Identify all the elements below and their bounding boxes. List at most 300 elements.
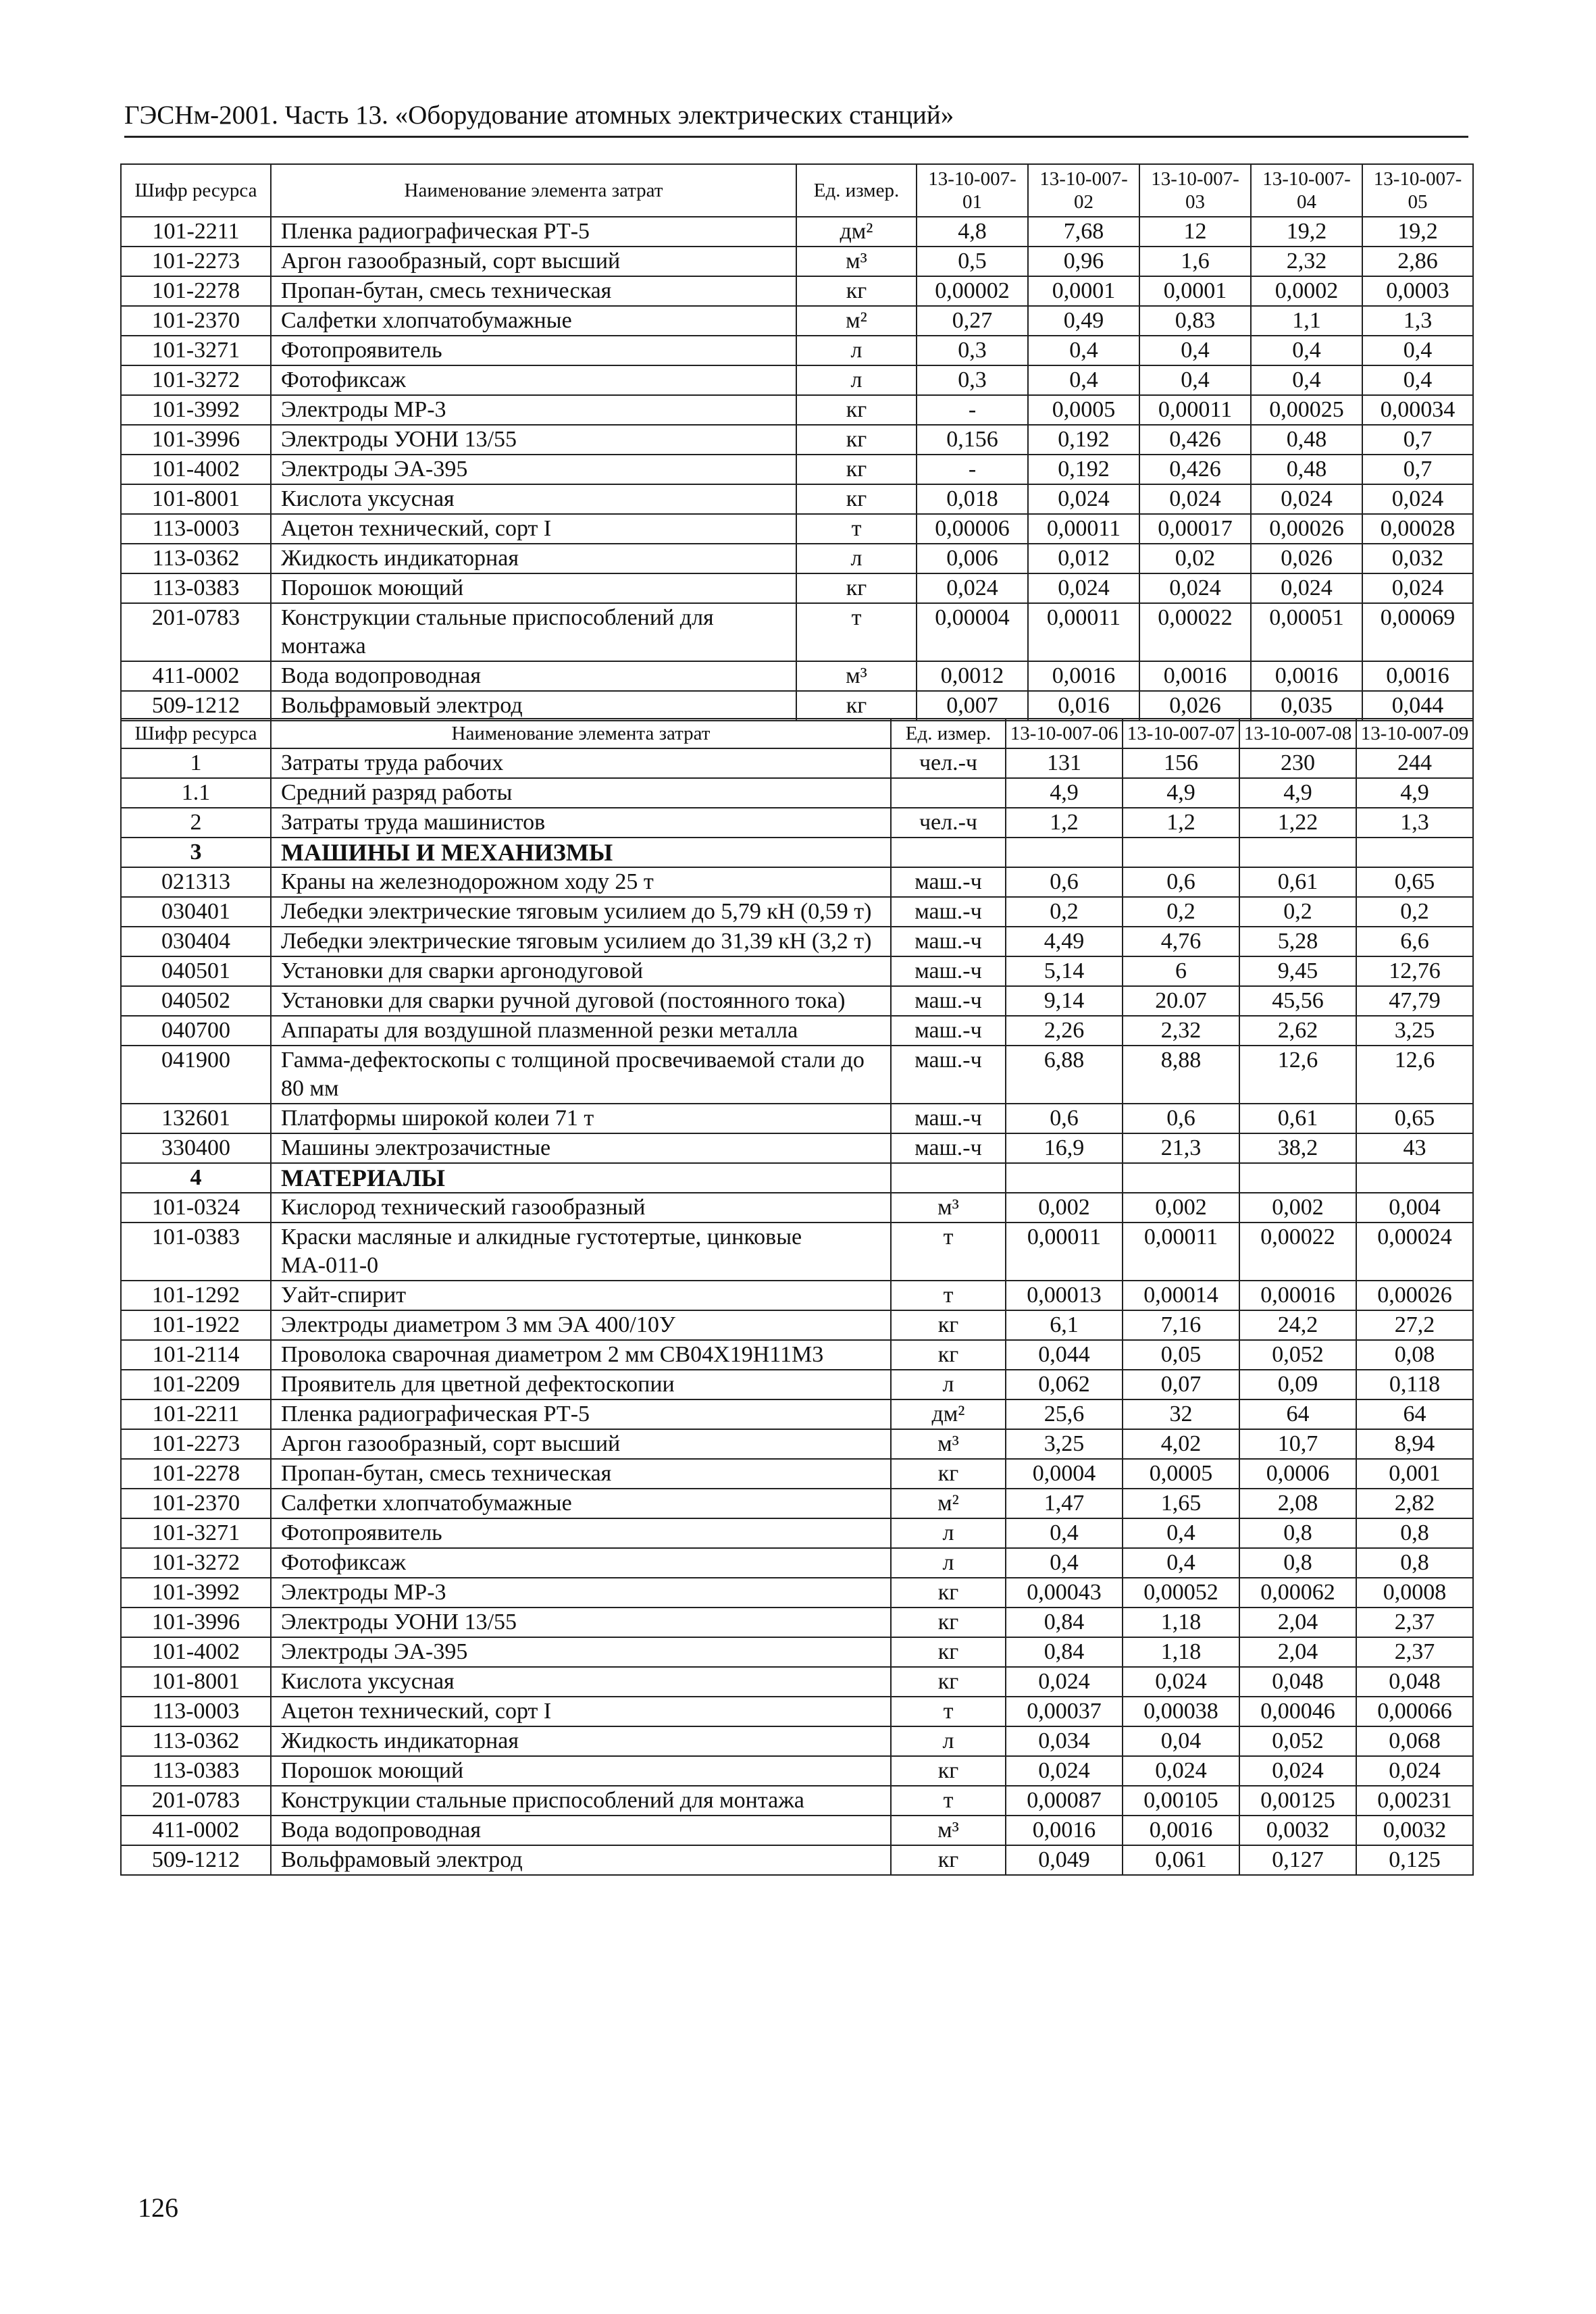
resource-value: 0,062 bbox=[1006, 1370, 1123, 1399]
resource-value: 0,04 bbox=[1123, 1726, 1239, 1756]
resource-value: 5,28 bbox=[1239, 927, 1356, 956]
resource-value: 0,3 bbox=[917, 365, 1028, 395]
table-row bbox=[121, 661, 1473, 691]
table-row bbox=[121, 1608, 1473, 1637]
resource-value: 2,82 bbox=[1356, 1489, 1473, 1518]
resource-name: Аргон газообразный, сорт высший bbox=[271, 1429, 891, 1459]
resource-value: 1,3 bbox=[1356, 808, 1473, 838]
resource-value: 0,00011 bbox=[1139, 395, 1251, 425]
resource-value: 0,00105 bbox=[1123, 1786, 1239, 1816]
header-col: 13-10-007-02 bbox=[1028, 164, 1139, 217]
resource-name: Вода водопроводная bbox=[271, 661, 796, 691]
resource-value bbox=[1123, 1163, 1239, 1193]
resource-value: 0,00004 bbox=[917, 603, 1028, 661]
table-row bbox=[121, 897, 1473, 927]
resource-value bbox=[1356, 838, 1473, 867]
resource-value: 2,62 bbox=[1239, 1016, 1356, 1046]
resource-code: 101-0324 bbox=[121, 1193, 271, 1223]
resource-value: 0,044 bbox=[1362, 691, 1473, 721]
resource-value: 0,00037 bbox=[1006, 1697, 1123, 1726]
resource-value: 0,00022 bbox=[1139, 603, 1251, 661]
header-code: Шифр ресурса bbox=[121, 719, 271, 748]
header-col: 13-10-007-09 bbox=[1356, 719, 1473, 748]
resource-value: 0,024 bbox=[1362, 573, 1473, 603]
resource-code: 113-0362 bbox=[121, 1726, 271, 1756]
resource-value: 5,14 bbox=[1006, 956, 1123, 986]
resource-value: 0,4 bbox=[1362, 336, 1473, 365]
header-col: 13-10-007-06 bbox=[1006, 719, 1123, 748]
resource-unit: кг bbox=[891, 1578, 1006, 1608]
table-row bbox=[121, 1193, 1473, 1223]
table-row bbox=[121, 1281, 1473, 1310]
resource-value: 0,48 bbox=[1251, 455, 1362, 484]
resource-name: Аргон газообразный, сорт высший bbox=[271, 247, 796, 276]
resource-value: 0,00014 bbox=[1123, 1281, 1239, 1310]
resource-value: 0,024 bbox=[1239, 1756, 1356, 1786]
resource-unit: чел.-ч bbox=[891, 748, 1006, 778]
resource-value: 0,001 bbox=[1356, 1459, 1473, 1489]
resource-name: Электроды МР-3 bbox=[271, 395, 796, 425]
resource-name: Кислота уксусная bbox=[271, 1667, 891, 1697]
resource-unit: кг bbox=[891, 1667, 1006, 1697]
resource-unit: маш.-ч bbox=[891, 927, 1006, 956]
resource-value: 0,84 bbox=[1006, 1637, 1123, 1667]
resource-unit bbox=[891, 778, 1006, 808]
resource-name: Краны на железнодорожном ходу 25 т bbox=[271, 867, 891, 897]
resource-value: 0,0016 bbox=[1139, 661, 1251, 691]
table-row bbox=[121, 395, 1473, 425]
resource-value: 1,2 bbox=[1123, 808, 1239, 838]
resource-value: 0,00025 bbox=[1251, 395, 1362, 425]
resource-value: 0,0016 bbox=[1006, 1816, 1123, 1845]
table-row bbox=[121, 603, 1473, 661]
resource-value: 0,007 bbox=[917, 691, 1028, 721]
table-row bbox=[121, 927, 1473, 956]
resource-name: Гамма-дефектоскопы с толщиной просвечиваемой стали до 80 мм bbox=[271, 1046, 891, 1104]
resource-unit: маш.-ч bbox=[891, 897, 1006, 927]
resource-value: 0,0001 bbox=[1139, 276, 1251, 306]
resource-value: 8,94 bbox=[1356, 1429, 1473, 1459]
resource-unit: чел.-ч bbox=[891, 808, 1006, 838]
resource-value: 0,00028 bbox=[1362, 514, 1473, 544]
resource-value: 0,024 bbox=[917, 573, 1028, 603]
resource-value: 0,0004 bbox=[1006, 1459, 1123, 1489]
resource-code: 113-0003 bbox=[121, 1697, 271, 1726]
resource-code: 330400 bbox=[121, 1133, 271, 1163]
resource-unit: м³ bbox=[891, 1816, 1006, 1845]
resource-value: 0,0032 bbox=[1239, 1816, 1356, 1845]
resource-value: 6,1 bbox=[1006, 1310, 1123, 1340]
resource-value: 0,00006 bbox=[917, 514, 1028, 544]
resource-value: 0,61 bbox=[1239, 867, 1356, 897]
resource-name: Фотопроявитель bbox=[271, 1518, 891, 1548]
resource-code: 101-2273 bbox=[121, 1429, 271, 1459]
resource-value: 1,1 bbox=[1251, 306, 1362, 336]
header-unit: Ед. измер. bbox=[796, 164, 917, 217]
resource-value: 0,8 bbox=[1356, 1518, 1473, 1548]
table-row bbox=[121, 1578, 1473, 1608]
resource-value: 0,2 bbox=[1006, 897, 1123, 927]
resource-value: 10,7 bbox=[1239, 1429, 1356, 1459]
resource-value: 64 bbox=[1239, 1399, 1356, 1429]
resource-value: 0,024 bbox=[1251, 484, 1362, 514]
table-row bbox=[121, 1667, 1473, 1697]
table-row bbox=[121, 1370, 1473, 1399]
resource-value bbox=[1239, 838, 1356, 867]
resource-value: 0,024 bbox=[1362, 484, 1473, 514]
resource-value: 0,0016 bbox=[1028, 661, 1139, 691]
table-row bbox=[121, 1845, 1473, 1875]
resource-code: 113-0383 bbox=[121, 573, 271, 603]
table-row bbox=[121, 956, 1473, 986]
resource-value: 0,08 bbox=[1356, 1340, 1473, 1370]
resource-value: 0,00066 bbox=[1356, 1697, 1473, 1726]
resource-value: 0,0016 bbox=[1362, 661, 1473, 691]
resource-value: 0,00016 bbox=[1239, 1281, 1356, 1310]
resource-unit: кг bbox=[796, 425, 917, 455]
resource-value: 0,002 bbox=[1239, 1193, 1356, 1223]
table-row bbox=[121, 573, 1473, 603]
resource-code: 411-0002 bbox=[121, 1816, 271, 1845]
resource-value: 0,48 bbox=[1251, 425, 1362, 455]
resource-name: Аппараты для воздушной плазменной резки металла bbox=[271, 1016, 891, 1046]
resource-code: 509-1212 bbox=[121, 691, 271, 721]
resource-name: Машины электрозачистные bbox=[271, 1133, 891, 1163]
resource-value: 25,6 bbox=[1006, 1399, 1123, 1429]
resource-value: 0,024 bbox=[1251, 573, 1362, 603]
resource-unit: кг bbox=[891, 1845, 1006, 1875]
resource-value: 0,024 bbox=[1123, 1756, 1239, 1786]
page-number: 126 bbox=[138, 2192, 178, 2223]
resource-name: Электроды ЭА-395 bbox=[271, 1637, 891, 1667]
resource-name: Уайт-спирит bbox=[271, 1281, 891, 1310]
table-row bbox=[121, 425, 1473, 455]
resource-code: 101-2278 bbox=[121, 276, 271, 306]
resource-code: 101-2211 bbox=[121, 217, 271, 247]
resource-unit: маш.-ч bbox=[891, 1104, 1006, 1133]
header-col: 13-10-007-04 bbox=[1251, 164, 1362, 217]
table-row bbox=[121, 247, 1473, 276]
resource-value: 244 bbox=[1356, 748, 1473, 778]
resource-value: 4,9 bbox=[1356, 778, 1473, 808]
resource-value bbox=[1006, 838, 1123, 867]
resource-value: 7,68 bbox=[1028, 217, 1139, 247]
resource-name: Пропан-бутан, смесь техническая bbox=[271, 1459, 891, 1489]
resource-code: 040700 bbox=[121, 1016, 271, 1046]
resource-value: 19,2 bbox=[1362, 217, 1473, 247]
resource-value: 0,8 bbox=[1239, 1548, 1356, 1578]
resource-value: 0,00011 bbox=[1006, 1223, 1123, 1281]
resource-unit: кг bbox=[796, 573, 917, 603]
resource-value: 6,88 bbox=[1006, 1046, 1123, 1104]
resource-value: 0,00231 bbox=[1356, 1786, 1473, 1816]
resource-code: 101-1922 bbox=[121, 1310, 271, 1340]
resource-value: 0,004 bbox=[1356, 1193, 1473, 1223]
resource-table-1 bbox=[120, 163, 1474, 721]
resource-unit: кг bbox=[891, 1340, 1006, 1370]
resource-value: 4,02 bbox=[1123, 1429, 1239, 1459]
resource-unit: кг bbox=[891, 1637, 1006, 1667]
resource-name: Краски масляные и алкидные густотертые, цинковые МА-011-0 bbox=[271, 1223, 891, 1281]
table-row bbox=[121, 1726, 1473, 1756]
resource-code: 113-0383 bbox=[121, 1756, 271, 1786]
resource-value: 0,052 bbox=[1239, 1726, 1356, 1756]
resource-value: 0,02 bbox=[1139, 544, 1251, 573]
resource-value: 0,2 bbox=[1123, 897, 1239, 927]
resource-value: 0,0016 bbox=[1123, 1816, 1239, 1845]
resource-value: 0,00017 bbox=[1139, 514, 1251, 544]
table-row bbox=[121, 1046, 1473, 1104]
resource-value: 0,127 bbox=[1239, 1845, 1356, 1875]
section-row bbox=[121, 1163, 1473, 1193]
resource-unit: т bbox=[891, 1281, 1006, 1310]
resource-value: 43 bbox=[1356, 1133, 1473, 1163]
resource-value: 64 bbox=[1356, 1399, 1473, 1429]
resource-value: 4,76 bbox=[1123, 927, 1239, 956]
resource-name: Лебедки электрические тяговым усилием до 31,39 кН (3,2 т) bbox=[271, 927, 891, 956]
resource-code: 4 bbox=[121, 1163, 271, 1193]
resource-value: 0,65 bbox=[1356, 1104, 1473, 1133]
resource-value: 0,00038 bbox=[1123, 1697, 1239, 1726]
resource-unit: дм² bbox=[796, 217, 917, 247]
resource-value: 0,156 bbox=[917, 425, 1028, 455]
resource-value: 0,83 bbox=[1139, 306, 1251, 336]
resource-value: 0,018 bbox=[917, 484, 1028, 514]
resource-code: 101-2370 bbox=[121, 306, 271, 336]
resource-value: 0,8 bbox=[1356, 1548, 1473, 1578]
resource-value: 0,052 bbox=[1239, 1340, 1356, 1370]
resource-value: 0,4 bbox=[1123, 1548, 1239, 1578]
resource-value: 0,00087 bbox=[1006, 1786, 1123, 1816]
resource-code: 101-8001 bbox=[121, 484, 271, 514]
resource-code: 201-0783 bbox=[121, 1786, 271, 1816]
resource-code: 101-3996 bbox=[121, 1608, 271, 1637]
resource-name: Платформы широкой колеи 71 т bbox=[271, 1104, 891, 1133]
resource-value: 0,09 bbox=[1239, 1370, 1356, 1399]
resource-value: 0,4 bbox=[1006, 1548, 1123, 1578]
resource-unit bbox=[891, 1163, 1006, 1193]
resource-value: 6,6 bbox=[1356, 927, 1473, 956]
table-row bbox=[121, 1016, 1473, 1046]
resource-value: 0,00125 bbox=[1239, 1786, 1356, 1816]
resource-value: 0,00011 bbox=[1028, 603, 1139, 661]
table-row bbox=[121, 1310, 1473, 1340]
resource-value: 0,00002 bbox=[917, 276, 1028, 306]
resource-value: 0,034 bbox=[1006, 1726, 1123, 1756]
resource-name: Электроды МР-3 bbox=[271, 1578, 891, 1608]
resource-unit: м³ bbox=[891, 1429, 1006, 1459]
resource-value: 0,00052 bbox=[1123, 1578, 1239, 1608]
table-row bbox=[121, 276, 1473, 306]
resource-value: 0,026 bbox=[1251, 544, 1362, 573]
resource-value: 0,0002 bbox=[1251, 276, 1362, 306]
resource-unit: кг bbox=[891, 1756, 1006, 1786]
resource-code: 201-0783 bbox=[121, 603, 271, 661]
resource-value: 2,86 bbox=[1362, 247, 1473, 276]
resource-value: 0,024 bbox=[1006, 1756, 1123, 1786]
resource-name: МАШИНЫ И МЕХАНИЗМЫ bbox=[271, 838, 891, 867]
resource-value: 0,044 bbox=[1006, 1340, 1123, 1370]
resource-value: 2,08 bbox=[1239, 1489, 1356, 1518]
resource-code: 041900 bbox=[121, 1046, 271, 1104]
resource-unit: т bbox=[891, 1786, 1006, 1816]
resource-name: Фотофиксаж bbox=[271, 365, 796, 395]
resource-value: 12,6 bbox=[1239, 1046, 1356, 1104]
resource-code: 101-8001 bbox=[121, 1667, 271, 1697]
resource-value: 0,0032 bbox=[1356, 1816, 1473, 1845]
resource-code: 411-0002 bbox=[121, 661, 271, 691]
resource-name: Жидкость индикаторная bbox=[271, 544, 796, 573]
table-row bbox=[121, 365, 1473, 395]
header-col: 13-10-007-07 bbox=[1123, 719, 1239, 748]
resource-code: 1.1 bbox=[121, 778, 271, 808]
resource-code: 1 bbox=[121, 748, 271, 778]
resource-name: Фотофиксаж bbox=[271, 1548, 891, 1578]
resource-name: Вольфрамовый электрод bbox=[271, 691, 796, 721]
resource-code: 101-3272 bbox=[121, 365, 271, 395]
resource-value: 0,024 bbox=[1356, 1756, 1473, 1786]
resource-name: Вольфрамовый электрод bbox=[271, 1845, 891, 1875]
resource-code: 101-2114 bbox=[121, 1340, 271, 1370]
table-row bbox=[121, 1133, 1473, 1163]
table-row bbox=[121, 1104, 1473, 1133]
resource-value: 1,22 bbox=[1239, 808, 1356, 838]
resource-unit: маш.-ч bbox=[891, 956, 1006, 986]
resource-unit: л bbox=[891, 1370, 1006, 1399]
table-row bbox=[121, 1518, 1473, 1548]
resource-name: Порошок моющий bbox=[271, 573, 796, 603]
resource-value: 0,00034 bbox=[1362, 395, 1473, 425]
resource-value: 0,002 bbox=[1006, 1193, 1123, 1223]
resource-value: 0,00062 bbox=[1239, 1578, 1356, 1608]
resource-value bbox=[1123, 838, 1239, 867]
table-row bbox=[121, 544, 1473, 573]
resource-value: 0,4 bbox=[1123, 1518, 1239, 1548]
resource-value: 0,00026 bbox=[1356, 1281, 1473, 1310]
table-row bbox=[121, 1399, 1473, 1429]
resource-name: Жидкость индикаторная bbox=[271, 1726, 891, 1756]
resource-name: Проявитель для цветной дефектоскопии bbox=[271, 1370, 891, 1399]
resource-value: 47,79 bbox=[1356, 986, 1473, 1016]
resource-unit: м³ bbox=[891, 1193, 1006, 1223]
resource-value: 45,56 bbox=[1239, 986, 1356, 1016]
resource-value: 0,84 bbox=[1006, 1608, 1123, 1637]
resource-value: 4,9 bbox=[1006, 778, 1123, 808]
resource-value: 0,00024 bbox=[1356, 1223, 1473, 1281]
resource-unit: м³ bbox=[796, 661, 917, 691]
resource-value: 0,3 bbox=[917, 336, 1028, 365]
table-row bbox=[121, 808, 1473, 838]
header-col: 13-10-007-01 bbox=[917, 164, 1028, 217]
resource-name: Кислота уксусная bbox=[271, 484, 796, 514]
resource-value: 0,4 bbox=[1251, 365, 1362, 395]
resource-value: 0,8 bbox=[1239, 1518, 1356, 1548]
resource-value: 0,024 bbox=[1139, 573, 1251, 603]
resource-value: 0,07 bbox=[1123, 1370, 1239, 1399]
resource-value: 0,00069 bbox=[1362, 603, 1473, 661]
resource-code: 101-2370 bbox=[121, 1489, 271, 1518]
table-2-header bbox=[121, 719, 1473, 748]
resource-value: 1,18 bbox=[1123, 1637, 1239, 1667]
resource-value: 0,7 bbox=[1362, 425, 1473, 455]
resource-value: 0,024 bbox=[1028, 573, 1139, 603]
table-row bbox=[121, 1340, 1473, 1370]
table-row bbox=[121, 1756, 1473, 1786]
resource-unit: л bbox=[796, 336, 917, 365]
resource-unit: кг bbox=[796, 395, 917, 425]
header-col: 13-10-007-08 bbox=[1239, 719, 1356, 748]
table-row bbox=[121, 217, 1473, 247]
resource-code: 3 bbox=[121, 838, 271, 867]
resource-value: 4,49 bbox=[1006, 927, 1123, 956]
resource-unit: кг bbox=[796, 691, 917, 721]
resource-value: 8,88 bbox=[1123, 1046, 1239, 1104]
resource-value: - bbox=[917, 455, 1028, 484]
resource-value: 0,4 bbox=[1028, 365, 1139, 395]
resource-value: 24,2 bbox=[1239, 1310, 1356, 1340]
resource-value: 0,118 bbox=[1356, 1370, 1473, 1399]
resource-code: 040501 bbox=[121, 956, 271, 986]
resource-unit: маш.-ч bbox=[891, 1133, 1006, 1163]
resource-unit: маш.-ч bbox=[891, 986, 1006, 1016]
resource-value: 0,125 bbox=[1356, 1845, 1473, 1875]
table-row bbox=[121, 514, 1473, 544]
page-header: ГЭСНм-2001. Часть 13. «Оборудование атомных электрических станций» bbox=[124, 100, 1468, 138]
resource-value: 0,6 bbox=[1123, 867, 1239, 897]
resource-code: 030401 bbox=[121, 897, 271, 927]
resource-value: 1,3 bbox=[1362, 306, 1473, 336]
resource-value: 1,6 bbox=[1139, 247, 1251, 276]
resource-value: 0,192 bbox=[1028, 455, 1139, 484]
resource-code: 030404 bbox=[121, 927, 271, 956]
resource-value: 2,37 bbox=[1356, 1637, 1473, 1667]
resource-value: 1,2 bbox=[1006, 808, 1123, 838]
header-col: 13-10-007-03 bbox=[1139, 164, 1251, 217]
resource-value: 0,006 bbox=[917, 544, 1028, 573]
resource-value: 0,05 bbox=[1123, 1340, 1239, 1370]
resource-value: 0,4 bbox=[1006, 1518, 1123, 1548]
resource-value: 0,016 bbox=[1028, 691, 1139, 721]
resource-name: Салфетки хлопчатобумажные bbox=[271, 1489, 891, 1518]
header-col: 13-10-007-05 bbox=[1362, 164, 1473, 217]
resource-code: 113-0362 bbox=[121, 544, 271, 573]
resource-name: Пропан-бутан, смесь техническая bbox=[271, 276, 796, 306]
resource-code: 101-0383 bbox=[121, 1223, 271, 1281]
resource-unit: т bbox=[891, 1223, 1006, 1281]
resource-code: 101-3992 bbox=[121, 395, 271, 425]
resource-unit: кг bbox=[891, 1310, 1006, 1340]
resource-value: 9,14 bbox=[1006, 986, 1123, 1016]
resource-value: 131 bbox=[1006, 748, 1123, 778]
resource-value bbox=[1239, 1163, 1356, 1193]
resource-value: 0,032 bbox=[1362, 544, 1473, 573]
header-name: Наименование элемента затрат bbox=[271, 164, 796, 217]
resource-value: 4,8 bbox=[917, 217, 1028, 247]
resource-unit: л bbox=[891, 1548, 1006, 1578]
resource-value: 0,6 bbox=[1006, 1104, 1123, 1133]
resource-value: 0,012 bbox=[1028, 544, 1139, 573]
resource-name: Средний разряд работы bbox=[271, 778, 891, 808]
resource-value: 0,00022 bbox=[1239, 1223, 1356, 1281]
resource-value: 0,4 bbox=[1028, 336, 1139, 365]
resource-code: 101-3272 bbox=[121, 1548, 271, 1578]
resource-code: 021313 bbox=[121, 867, 271, 897]
table-1-header bbox=[121, 164, 1473, 217]
resource-value: 0,0005 bbox=[1123, 1459, 1239, 1489]
table-2-body bbox=[121, 748, 1473, 1875]
resource-name: Затраты труда рабочих bbox=[271, 748, 891, 778]
resource-table-2 bbox=[120, 718, 1474, 1876]
